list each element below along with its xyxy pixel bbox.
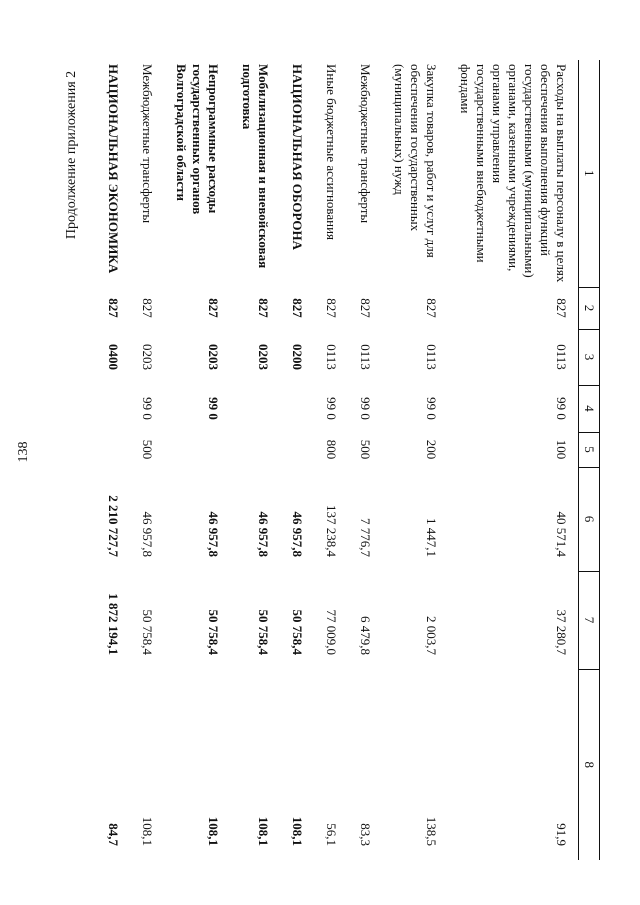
cell-row-name: НАЦИОНАЛЬНАЯ ОБОРОНА xyxy=(290,64,305,250)
cell-row-name: Иные бюджетные ассигнования xyxy=(324,64,339,241)
cell-ministry-code: 827 xyxy=(290,298,305,318)
cell-ministry-code: 827 xyxy=(424,298,439,318)
cell-row-name: Межбюджетные трансферты xyxy=(358,64,373,224)
cell-executed-amount: 2 003,7 xyxy=(424,616,439,655)
cell-section-code: 0203 xyxy=(206,344,221,370)
cell-executed-amount: 50 758,4 xyxy=(140,609,155,655)
cell-target-article-code xyxy=(230,385,280,432)
cell-executed-amount: 37 280,7 xyxy=(554,609,569,655)
cell-section-code: 0113 xyxy=(554,344,569,370)
column-header-6: 6 xyxy=(579,467,600,571)
column-header-8: 8 xyxy=(579,669,600,860)
cell-section-code: 0203 xyxy=(140,344,155,370)
cell-target-article-code: 99 0 xyxy=(140,397,155,420)
cell-section-code: 0113 xyxy=(358,344,373,370)
cell-ministry-code: 827 xyxy=(324,298,339,318)
column-header-3: 3 xyxy=(579,329,600,385)
cell-execution-percent: 83,3 xyxy=(358,823,373,846)
cell-ministry-code: 827 xyxy=(554,298,569,318)
cell-execution-percent: 56,1 xyxy=(324,823,339,846)
cell-row-name: Мобилизационная и вневойсковая подготовка xyxy=(240,64,271,269)
column-header-4: 4 xyxy=(579,385,600,432)
table-row xyxy=(314,60,348,860)
table-row xyxy=(130,60,164,860)
cell-approved-amount: 7 776,7 xyxy=(358,518,373,557)
cell-ministry-code: 827 xyxy=(106,298,121,318)
cell-ministry-code: 827 xyxy=(358,298,373,318)
cell-executed-amount: 50 758,4 xyxy=(290,609,305,655)
cell-executed-amount: 50 758,4 xyxy=(206,609,221,655)
table-row xyxy=(96,60,130,860)
table-row xyxy=(164,60,230,860)
table-row xyxy=(382,60,448,860)
cell-ministry-code: 827 xyxy=(140,298,155,318)
annex-continuation-label: Продолжение приложения 2 xyxy=(64,70,79,240)
table-row xyxy=(348,60,382,860)
cell-executed-amount: 77 009,0 xyxy=(324,609,339,655)
cell-approved-amount: 40 571,4 xyxy=(554,511,569,557)
cell-section-code: 0400 xyxy=(106,344,121,370)
cell-section-code: 0113 xyxy=(324,344,339,370)
table-header xyxy=(579,60,600,860)
header-row xyxy=(579,60,600,860)
cell-execution-percent: 108,1 xyxy=(290,816,305,846)
cell-expense-type-code: 200 xyxy=(424,439,439,460)
column-header-7: 7 xyxy=(579,571,600,669)
column-header-5: 5 xyxy=(579,432,600,467)
cell-ministry-code: 827 xyxy=(256,298,271,318)
cell-executed-amount: 1 872 194,1 xyxy=(106,593,121,655)
cell-row-name: Расходы на выплаты персоналу в целях обеспечения выполнения функций государственными (муниципальными) органами, казенными учреждениями, органами управления государственными внебюджетными фондами xyxy=(458,64,569,283)
cell-target-article-code xyxy=(96,385,130,432)
cell-approved-amount: 46 957,8 xyxy=(206,511,221,557)
cell-section-code: 0113 xyxy=(424,344,439,370)
cell-execution-percent: 108,1 xyxy=(206,816,221,846)
cell-target-article-code xyxy=(280,385,314,432)
cell-target-article-code: 99 0 xyxy=(358,397,373,420)
cell-target-article-code: 99 0 xyxy=(206,397,221,420)
cell-executed-amount: 6 479,8 xyxy=(358,616,373,655)
cell-approved-amount: 2 210 727,7 xyxy=(106,495,121,557)
cell-expense-type-code xyxy=(280,432,314,467)
cell-execution-percent: 91,9 xyxy=(554,823,569,846)
cell-target-article-code: 99 0 xyxy=(324,397,339,420)
cell-execution-percent: 84,7 xyxy=(106,823,121,846)
cell-approved-amount: 137 238,4 xyxy=(324,505,339,557)
table-row xyxy=(230,60,280,860)
cell-row-name: Закупка товаров, работ и услуг для обеспечения государственных (муниципальных) нужд xyxy=(392,64,439,258)
cell-approved-amount: 1 447,1 xyxy=(424,518,439,557)
cell-target-article-code: 99 0 xyxy=(424,397,439,420)
column-header-1: 1 xyxy=(579,60,600,287)
cell-approved-amount: 46 957,8 xyxy=(140,511,155,557)
cell-execution-percent: 108,1 xyxy=(140,816,155,846)
table-row xyxy=(448,60,579,860)
cell-row-name: Межбюджетные трансферты xyxy=(140,64,155,224)
cell-expense-type-code: 800 xyxy=(324,439,339,460)
cell-section-code: 0200 xyxy=(290,344,305,370)
table-body xyxy=(96,60,579,860)
cell-executed-amount: 50 758,4 xyxy=(256,609,271,655)
cell-expense-type-code: 100 xyxy=(554,439,569,460)
cell-approved-amount: 46 957,8 xyxy=(290,511,305,557)
cell-expense-type-code: 500 xyxy=(140,439,155,460)
cell-row-name: Непрограммные расходы государственных органов Волгоградской области xyxy=(174,64,221,215)
table-row xyxy=(280,60,314,860)
cell-expense-type-code xyxy=(230,432,280,467)
cell-expense-type-code xyxy=(164,432,230,467)
cell-section-code: 0203 xyxy=(256,344,271,370)
cell-ministry-code: 827 xyxy=(206,298,221,318)
cell-expense-type-code xyxy=(96,432,130,467)
cell-row-name: НАЦИОНАЛЬНАЯ ЭКОНОМИКА xyxy=(106,64,121,274)
page-number: 138 xyxy=(16,441,31,463)
cell-execution-percent: 138,5 xyxy=(424,816,439,846)
cell-approved-amount: 46 957,8 xyxy=(256,511,271,557)
cell-expense-type-code: 500 xyxy=(358,439,373,460)
budget-table xyxy=(96,60,600,860)
budget-table-container xyxy=(106,60,600,860)
column-header-2: 2 xyxy=(579,287,600,329)
cell-execution-percent: 108,1 xyxy=(256,816,271,846)
cell-target-article-code: 99 0 xyxy=(554,397,569,420)
